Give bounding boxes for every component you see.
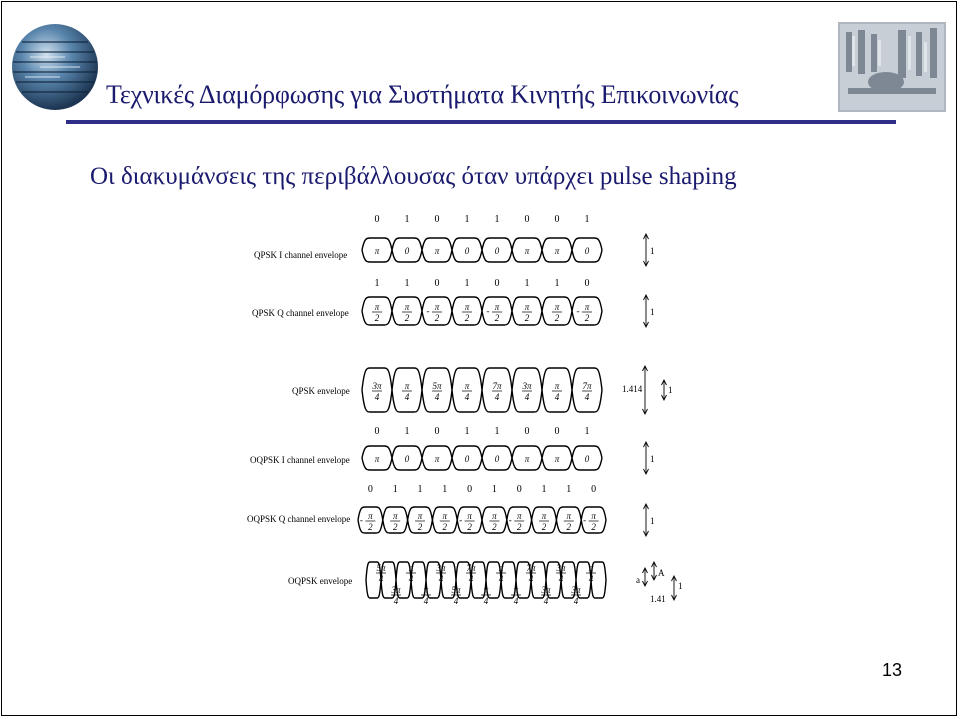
- bit-label: 0: [591, 484, 597, 495]
- envelope-upper-curve: [366, 562, 606, 580]
- bit-label: 1: [464, 426, 470, 437]
- phase-label: π: [374, 454, 380, 464]
- phase-numerator: π: [513, 585, 519, 595]
- phase-denominator: 4: [438, 574, 444, 584]
- bit-label: 0: [374, 426, 380, 437]
- phase-label: π: [524, 454, 530, 464]
- bit-label: 1: [566, 484, 572, 495]
- phase-numerator: 3π: [436, 563, 446, 573]
- phase-numerator: π: [483, 585, 489, 595]
- phase-sign: -: [459, 515, 463, 525]
- bit-label: 0: [434, 278, 440, 289]
- phase-denominator: 4: [453, 596, 459, 606]
- row-oqpsk-i: [250, 426, 602, 470]
- envelope-diagram: [240, 208, 683, 608]
- phase-denominator: 2: [541, 522, 547, 532]
- phase-denominator: 2: [584, 313, 590, 323]
- phase-numerator: π: [408, 563, 414, 573]
- phase-denominator: 2: [554, 313, 560, 323]
- phase-numerator: 3π: [571, 585, 581, 595]
- phase-numerator: π: [554, 381, 560, 391]
- phase-denominator: 4: [513, 596, 519, 606]
- bit-label: 0: [494, 278, 500, 289]
- phase-label: π: [554, 246, 560, 256]
- phase-denominator: 2: [368, 522, 373, 532]
- bit-label: 0: [524, 426, 530, 437]
- phase-sign: -: [426, 306, 430, 316]
- phase-sign: -: [583, 515, 587, 525]
- phase-sign: -: [508, 515, 512, 525]
- phase-denominator: 2: [591, 522, 596, 532]
- phase-denominator: 2: [417, 522, 423, 532]
- row-label: OQPSK envelope: [288, 576, 353, 586]
- phase-numerator: π: [434, 302, 440, 312]
- amplitude-label: 1: [650, 454, 655, 464]
- bit-label: 1: [392, 484, 398, 495]
- phase-numerator: π: [498, 563, 504, 573]
- envelope-upper-curve: [362, 238, 602, 250]
- row-oqpsk-q: [247, 484, 606, 533]
- phase-denominator: 2: [467, 522, 472, 532]
- phase-numerator: π: [566, 511, 572, 521]
- phase-denominator: 2: [392, 522, 398, 532]
- bit-label: 0: [524, 214, 530, 225]
- phase-label: 0: [584, 454, 590, 464]
- phase-numerator: 5π: [432, 381, 442, 391]
- bit-label: 0: [374, 214, 380, 225]
- title-rule: [66, 120, 896, 124]
- phase-numerator: 5π: [451, 585, 461, 595]
- phase-denominator: 4: [573, 596, 579, 606]
- slide-title: Τεχνικές Διαμόρφωσης για Συστήματα Κινητής Επικοινωνίας: [106, 80, 739, 109]
- phase-denominator: 2: [464, 313, 470, 323]
- bit-label: 0: [516, 484, 522, 495]
- phase-numerator: 3π: [372, 381, 382, 391]
- phase-denominator: 4: [543, 596, 549, 606]
- phase-denominator: 4: [554, 392, 560, 402]
- phase-numerator: π: [464, 381, 470, 391]
- phase-denominator: 4: [404, 392, 410, 402]
- phase-sign: -: [486, 306, 490, 316]
- phase-denominator: 4: [408, 574, 414, 584]
- phase-numerator: 3π: [541, 585, 551, 595]
- envelope-upper-curve: [362, 446, 602, 458]
- row-qpsk-q: [252, 278, 602, 325]
- phase-denominator: 2: [434, 313, 440, 323]
- phase-denominator: 4: [378, 574, 384, 584]
- slide-subtitle: Οι διακυμάνσεις της περιβάλλουσας όταν υπάρχει pulse shaping: [90, 163, 737, 190]
- phase-numerator: π: [591, 511, 596, 521]
- phase-label: π: [524, 246, 530, 256]
- phase-denominator: 2: [404, 313, 410, 323]
- amplitude-label: 1: [678, 581, 683, 591]
- phase-numerator: π: [417, 511, 423, 521]
- amplitude-label: 1: [668, 385, 673, 395]
- phase-numerator: π: [588, 563, 594, 573]
- phase-denominator: 2: [492, 522, 497, 532]
- bit-label: 1: [404, 278, 410, 289]
- bit-label: 0: [434, 426, 440, 437]
- phase-numerator: 7π: [492, 381, 502, 391]
- phase-denominator: 4: [393, 596, 399, 606]
- phase-label: 0: [584, 246, 590, 256]
- bit-label: 0: [554, 214, 560, 225]
- phase-numerator: π: [584, 302, 590, 312]
- row-label: QPSK I channel envelope: [254, 250, 348, 260]
- bit-label: 1: [464, 278, 470, 289]
- phase-numerator: 7π: [466, 563, 476, 573]
- phase-denominator: 4: [494, 392, 500, 402]
- phase-numerator: π: [368, 511, 373, 521]
- bit-label: 1: [584, 214, 590, 225]
- bit-label: 0: [554, 426, 560, 437]
- bit-label: 1: [404, 214, 410, 225]
- phase-numerator: π: [467, 511, 472, 521]
- amplitude-label: 1: [650, 516, 655, 526]
- phase-label: π: [554, 454, 560, 464]
- phase-numerator: π: [541, 511, 547, 521]
- phase-label: π: [434, 454, 440, 464]
- phase-numerator: 7π: [526, 563, 536, 573]
- phase-numerator: π: [492, 511, 497, 521]
- envelope-lower-curve: [362, 250, 602, 262]
- bit-label: 0: [584, 278, 590, 289]
- phase-denominator: 2: [566, 522, 572, 532]
- phase-numerator: π: [524, 302, 530, 312]
- amplitude-label: 1: [650, 307, 655, 317]
- phase-numerator: π: [464, 302, 470, 312]
- bit-label: 1: [404, 426, 410, 437]
- phase-numerator: 3π: [522, 381, 532, 391]
- phase-denominator: 4: [558, 574, 564, 584]
- phase-numerator: π: [423, 585, 429, 595]
- bit-label: 1: [442, 484, 448, 495]
- bit-label: 1: [491, 484, 497, 495]
- phase-numerator: π: [404, 302, 410, 312]
- phase-denominator: 4: [498, 574, 504, 584]
- row-label: OQPSK Q channel envelope: [247, 514, 351, 524]
- phase-numerator: π: [404, 381, 410, 391]
- row-label: QPSK Q channel envelope: [252, 308, 349, 318]
- phase-denominator: 4: [588, 574, 594, 584]
- envelope-lower-curve: [362, 458, 602, 470]
- phase-label: 0: [404, 454, 410, 464]
- phase-label: π: [374, 246, 380, 256]
- bit-label: 0: [467, 484, 473, 495]
- phase-label: 0: [404, 246, 410, 256]
- phase-numerator: π: [494, 302, 500, 312]
- bit-label: 1: [494, 426, 500, 437]
- bit-label: 1: [494, 214, 500, 225]
- phase-numerator: π: [442, 511, 448, 521]
- phase-denominator: 4: [374, 392, 380, 402]
- bit-label: 1: [524, 278, 530, 289]
- row-oqpsk-env: [288, 562, 606, 606]
- phase-numerator: π: [392, 511, 398, 521]
- phase-denominator: 2: [524, 313, 530, 323]
- envelope-lower-curve: [362, 311, 602, 325]
- envelope-upper-curve: [362, 368, 602, 390]
- phase-denominator: 4: [468, 574, 474, 584]
- amplitude-label: 1.41: [650, 594, 666, 604]
- phase-sign: -: [576, 306, 580, 316]
- phase-denominator: 4: [483, 596, 489, 606]
- phase-denominator: 4: [434, 392, 440, 402]
- phase-label: 0: [494, 246, 500, 256]
- envelope-lower-curve: [362, 390, 602, 412]
- phase-denominator: 2: [442, 522, 448, 532]
- phase-denominator: 4: [423, 596, 429, 606]
- row-qpsk-i: [254, 214, 602, 262]
- phase-sign: -: [359, 515, 363, 525]
- phase-label: π: [434, 246, 440, 256]
- globe-logo-icon: [10, 22, 100, 112]
- phase-numerator: π: [374, 302, 380, 312]
- row-qpsk-env: [292, 368, 602, 412]
- bit-label: 0: [367, 484, 373, 495]
- row-label: OQPSK I channel envelope: [250, 455, 350, 465]
- slide-number: 13: [881, 660, 902, 680]
- phase-denominator: 2: [374, 313, 380, 323]
- amplitude-label: a: [636, 575, 640, 585]
- bit-label: 1: [584, 426, 590, 437]
- bit-label: 1: [374, 278, 380, 289]
- relief-sculpture-image: [838, 22, 946, 112]
- phase-denominator: 4: [524, 392, 530, 402]
- amplitude-label: A: [658, 568, 665, 578]
- phase-numerator: 5π: [376, 563, 386, 573]
- bit-label: 1: [464, 214, 470, 225]
- phase-label: 0: [494, 454, 500, 464]
- phase-denominator: 4: [584, 392, 590, 402]
- phase-numerator: 3π: [391, 585, 401, 595]
- bit-label: 0: [434, 214, 440, 225]
- envelope-upper-curve: [362, 297, 602, 311]
- bit-label: 1: [541, 484, 547, 495]
- phase-denominator: 4: [464, 392, 470, 402]
- phase-numerator: π: [554, 302, 560, 312]
- phase-label: 0: [464, 454, 470, 464]
- bit-label: 1: [417, 484, 423, 495]
- bit-label: 1: [554, 278, 560, 289]
- phase-label: 0: [464, 246, 470, 256]
- phase-numerator: π: [516, 511, 522, 521]
- phase-denominator: 2: [516, 522, 522, 532]
- phase-denominator: 2: [494, 313, 500, 323]
- phase-numerator: 3π: [556, 563, 566, 573]
- phase-numerator: 7π: [582, 381, 592, 391]
- row-label: QPSK envelope: [292, 386, 350, 396]
- phase-denominator: 4: [528, 574, 534, 584]
- amplitude-label: 1.414: [622, 384, 643, 394]
- amplitude-label: 1: [650, 246, 655, 256]
